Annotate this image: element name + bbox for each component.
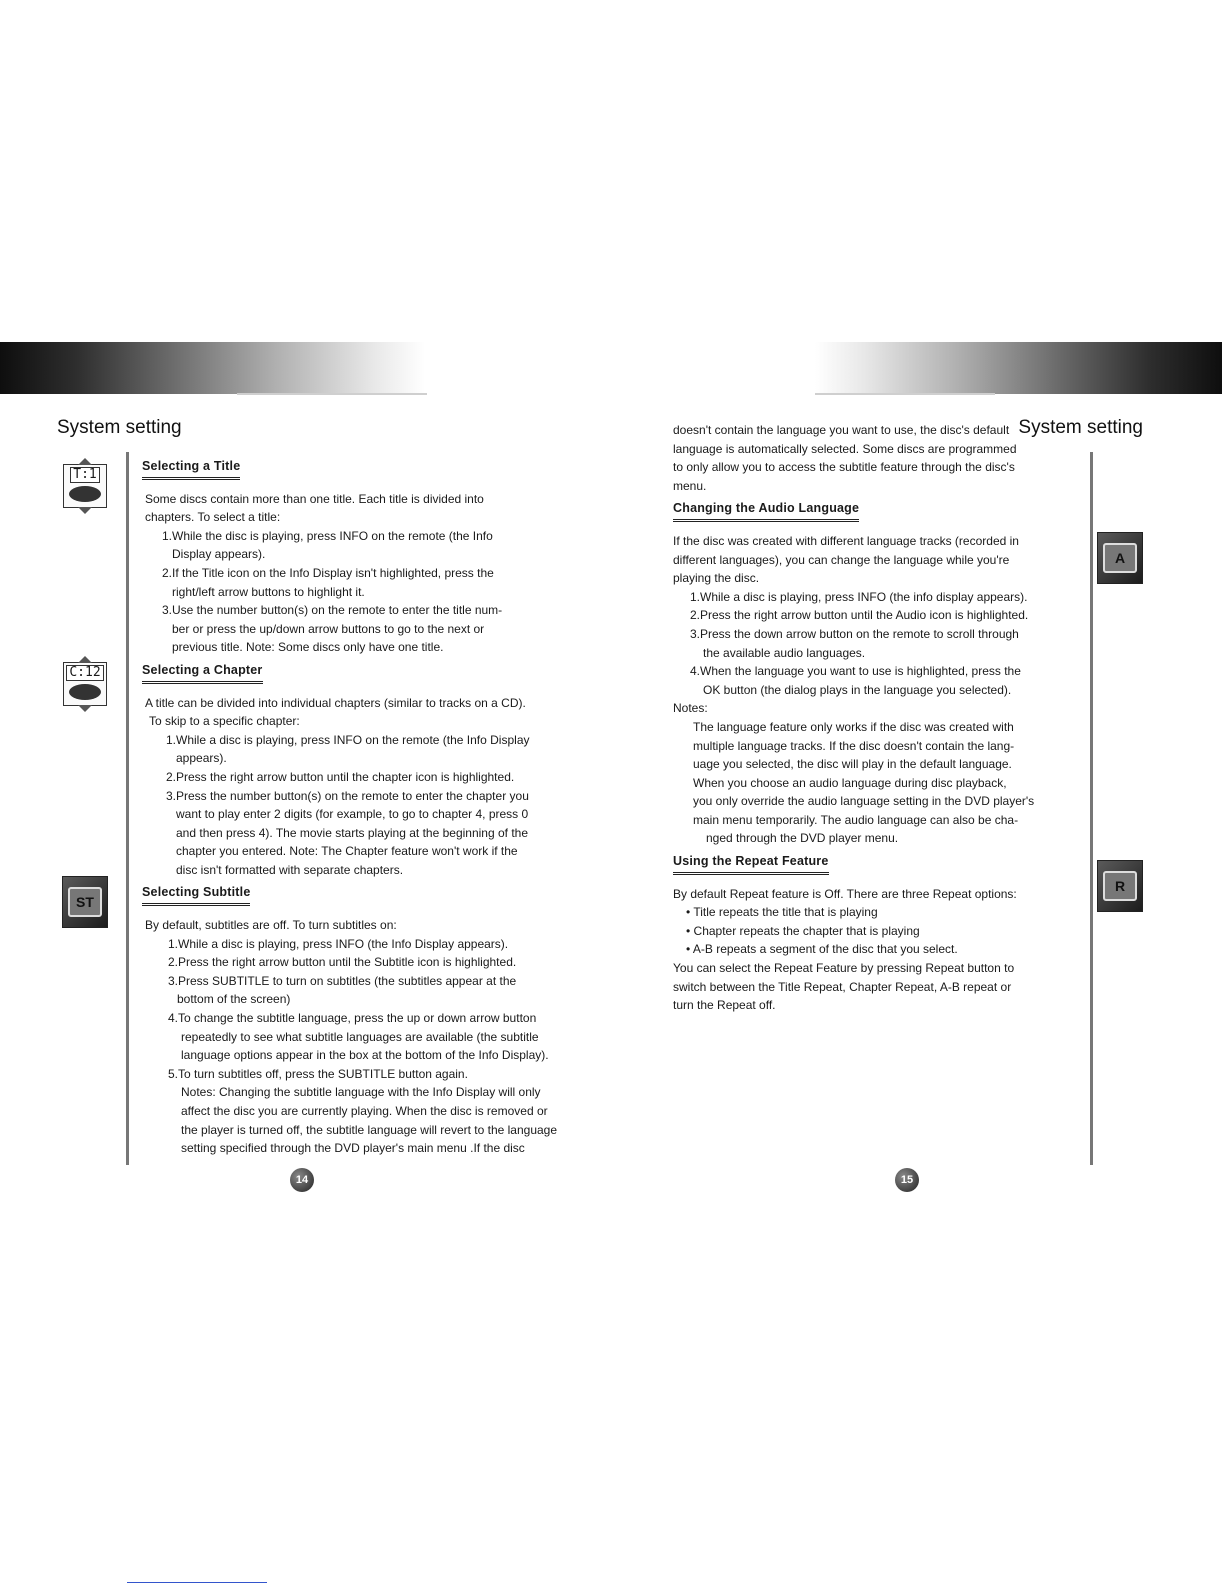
text-line: You can select the Repeat Feature by pressing Repeat button to (673, 961, 1015, 976)
text-line: A title can be divided into individual chapters (similar to tracks on a CD). (145, 695, 526, 710)
disc-icon (69, 684, 101, 700)
text-line: 3.Press SUBTITLE to turn on subtitles (the subtitles appear at the (168, 973, 517, 988)
text-line: 3.Press the number button(s) on the remote to enter the chapter you (166, 788, 529, 803)
audio-icon-glyph: A (1103, 543, 1137, 573)
text-line: Some discs contain more than one title. Each title is divided into (145, 491, 484, 506)
right-page-body (673, 421, 1083, 1015)
header-band-line-right (815, 393, 995, 395)
text-line: doesn't contain the language you want to use, the disc's default (673, 423, 1010, 437)
chapter-icon (62, 656, 108, 712)
text-line: you only override the audio language setting in the DVD player's (693, 794, 1035, 809)
right-page-title: System setting (1018, 417, 1143, 438)
text-line: ber or press the up/down arrow buttons to go to the next or (172, 621, 485, 636)
header-band-left (0, 342, 425, 394)
title-icon-label: T:1 (70, 467, 99, 483)
text-line: chapters. To select a title: (145, 510, 281, 525)
arrow-down-icon (78, 507, 92, 514)
text-line: turn the Repeat off. (673, 998, 776, 1013)
text-line: 4.When the language you want to use is highlighted, press the (690, 664, 1021, 679)
text-line: 1.While a disc is playing, press INFO (the Info Display appears). (168, 936, 509, 951)
text-line: language options appear in the box at the bottom of the Info Display). (181, 1048, 549, 1063)
text-line: 3.Use the number button(s) on the remote to enter the title num- (162, 603, 503, 618)
repeat-feature-heading: Using the Repeat Feature (673, 852, 829, 875)
text-line: 2.Press the right arrow button until the Audio icon is highlighted. (690, 608, 1029, 623)
text-line: switch between the Title Repeat, Chapter Repeat, A-B repeat or (673, 979, 1012, 994)
text-line: If the disc was created with different language tracks (recorded in (673, 533, 1019, 548)
subtitle-icon (62, 874, 108, 930)
disc-icon (69, 486, 101, 502)
text-line: previous title. Note: Some discs only have one title. (172, 640, 444, 655)
repeat-icon-glyph: R (1103, 871, 1137, 901)
text-line: menu. (673, 478, 707, 493)
selecting-subtitle-heading: Selecting Subtitle (142, 883, 250, 906)
text-line: Display appears). (172, 547, 266, 562)
arrow-up-icon (78, 656, 92, 663)
audio-language-heading: Changing the Audio Language (673, 499, 859, 522)
text-line: 1.While a disc is playing, press INFO (the info display appears). (690, 589, 1028, 604)
text-line: and then press 4). The movie starts playing at the beginning of the (176, 825, 528, 840)
right-vertical-rule (1090, 452, 1093, 1165)
text-line: 2.If the Title icon on the Info Display isn't highlighted, press the (162, 565, 494, 580)
text-line: main menu temporarily. The audio language can also be cha- (693, 812, 1019, 827)
text-line: right/left arrow buttons to highlight it. (172, 584, 365, 599)
text-line: chapter you entered. Note: The Chapter feature won't work if the (176, 844, 518, 859)
header-band-line-left (237, 393, 427, 395)
text-line: • Chapter repeats the chapter that is playing (686, 923, 920, 938)
text-line: affect the disc you are currently playing. When the disc is removed or (181, 1104, 548, 1118)
text-line: 1.While the disc is playing, press INFO on the remote (the Info (162, 528, 493, 543)
selecting-chapter-heading: Selecting a Chapter (142, 661, 263, 684)
selecting-title-heading: Selecting a Title (142, 457, 240, 480)
text-line: bottom of the screen) (177, 992, 291, 1007)
audio-icon (1097, 530, 1143, 586)
chapter-icon-label: C:12 (66, 665, 103, 681)
text-line: 1.While a disc is playing, press INFO on the remote (the Info Display (166, 732, 530, 747)
arrow-up-icon (78, 458, 92, 465)
text-line: 4.To change the subtitle language, press the up or down arrow button (168, 1011, 537, 1026)
text-line: To skip to a specific chapter: (149, 714, 300, 729)
text-line: nged through the DVD player menu. (706, 831, 899, 846)
text-line: repeatedly to see what subtitle languages are available (the subtitle (181, 1029, 539, 1044)
repeat-icon (1097, 858, 1143, 914)
text-line: The language feature only works if the disc was created with (693, 719, 1014, 734)
title-icon (62, 458, 108, 514)
arrow-down-icon (78, 705, 92, 712)
text-line: 2.Press the right arrow button until the Subtitle icon is highlighted. (168, 955, 517, 970)
page-number-right: 15 (895, 1168, 919, 1192)
text-line: appears). (176, 751, 227, 766)
text-line: Notes: Changing the subtitle language with the Info Display will only (181, 1085, 541, 1100)
header-band-right (815, 342, 1222, 394)
left-page-title: System setting (57, 417, 182, 438)
text-line: By default, subtitles are off. To turn subtitles on: (145, 918, 397, 933)
text-line: the available audio languages. (703, 645, 866, 660)
left-page-body (142, 453, 602, 1158)
subtitle-icon-glyph: ST (68, 887, 102, 917)
text-line: the player is turned off, the subtitle language will revert to the language (181, 1122, 558, 1137)
text-line: Notes: (673, 701, 708, 716)
text-line: 2.Press the right arrow button until the chapter icon is highlighted. (166, 769, 515, 784)
text-line: OK button (the dialog plays in the language you selected). (703, 682, 1012, 697)
text-line: multiple language tracks. If the disc doesn't contain the lang- (693, 738, 1015, 753)
text-line: playing the disc. (673, 571, 760, 586)
text-line: setting specified through the DVD player's main menu .If the disc (181, 1141, 525, 1156)
text-line: uage you selected, the disc will play in the default language. (693, 757, 1012, 772)
text-line: • Title repeats the title that is playing (686, 905, 878, 920)
text-line: different languages), you can change the language while you're (673, 552, 1010, 567)
text-line: disc isn't formatted with separate chapters. (176, 862, 404, 877)
text-line: 5.To turn subtitles off, press the SUBTITLE button again. (168, 1066, 468, 1081)
page-number-left: 14 (290, 1168, 314, 1192)
text-line: to only allow you to access the subtitle feature through the disc's (673, 460, 1015, 475)
text-line: When you choose an audio language during disc playback, (693, 775, 1007, 790)
text-line: • A-B repeats a segment of the disc that you select. (686, 942, 958, 957)
text-line: By default Repeat feature is Off. There are three Repeat options: (673, 886, 1017, 901)
left-vertical-rule (126, 452, 129, 1165)
text-line: 3.Press the down arrow button on the remote to scroll through (690, 626, 1019, 641)
bottom-link-underline (127, 1582, 267, 1583)
text-line: language is automatically selected. Some discs are programmed (673, 441, 1017, 456)
text-line: want to play enter 2 digits (for example, to go to chapter 4, press 0 (176, 807, 529, 822)
